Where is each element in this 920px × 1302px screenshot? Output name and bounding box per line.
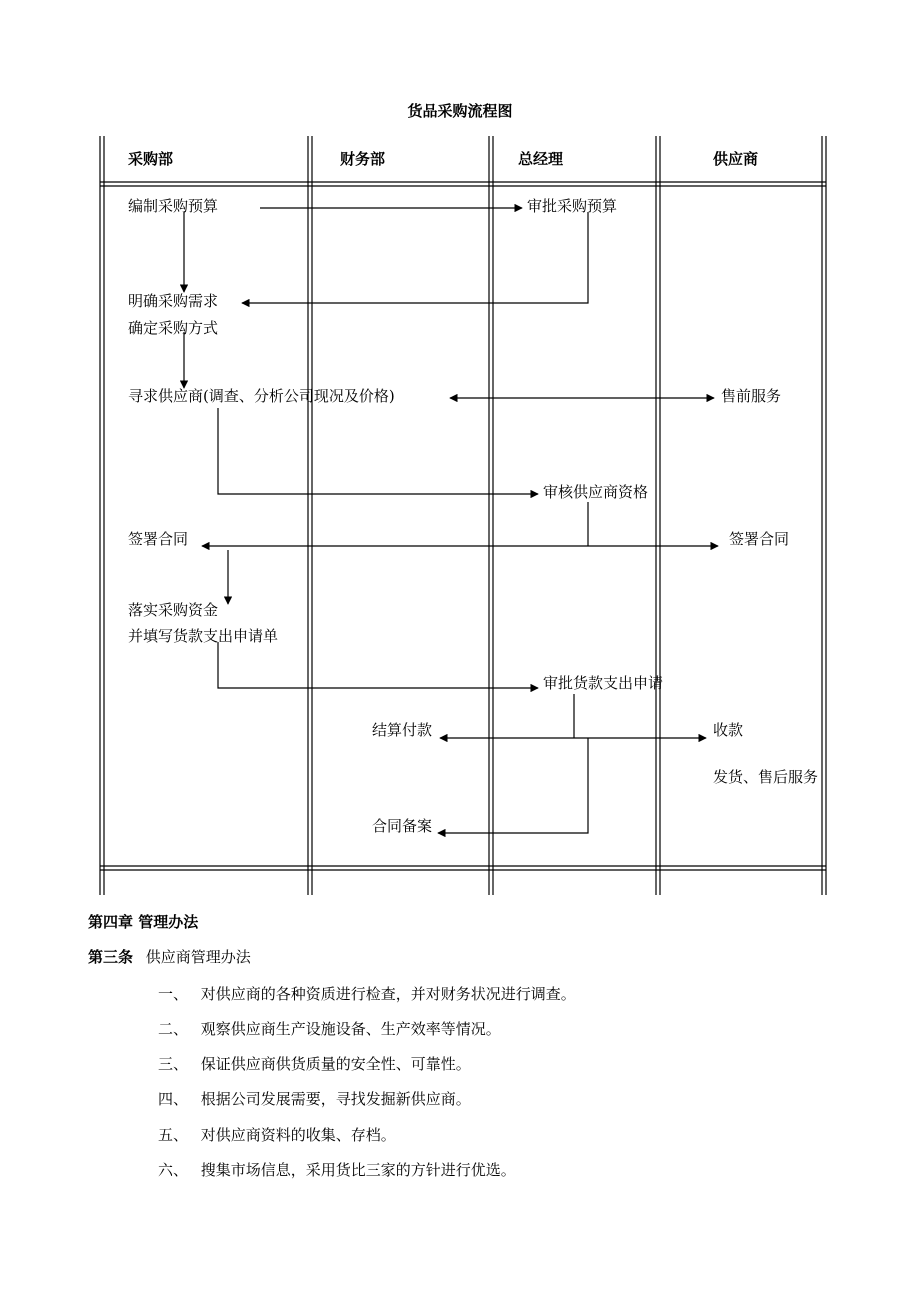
step-contract-filing: 合同备案	[372, 817, 433, 835]
article-label: 第三条	[88, 948, 134, 966]
flow-connectors	[184, 208, 718, 833]
list-item-text: 搜集市场信息，采用货比三家的方针进行优选。	[200, 1161, 516, 1179]
step-fund-line1: 落实采购资金	[128, 601, 219, 619]
list-item	[158, 983, 576, 1004]
step-sign-contract: 签署合同	[128, 530, 189, 548]
step-seek-supplier: 寻求供应商(调查、分析公司现况及价格)	[128, 387, 395, 405]
list-item-number: 四、	[158, 1090, 189, 1108]
step-fund-line2: 并填写货款支出申请单	[128, 627, 279, 645]
list-item	[158, 1088, 471, 1109]
list-item-number: 一、	[158, 985, 189, 1003]
list-item-number: 二、	[158, 1020, 189, 1038]
list-item-number: 三、	[158, 1055, 189, 1073]
list-item-number: 六、	[158, 1161, 189, 1179]
list-item	[158, 1053, 471, 1074]
list-item-text: 对供应商资料的收集、存档。	[200, 1126, 396, 1144]
arrow-seek-to-review	[218, 408, 538, 494]
list-item-text: 根据公司发展需要，寻找发掘新供应商。	[200, 1090, 471, 1108]
lane-header-finance: 财务部	[340, 150, 386, 168]
flowchart-title: 货品采购流程图	[407, 102, 513, 120]
article-heading	[88, 946, 251, 967]
list-item	[158, 1018, 501, 1039]
list-item	[158, 1159, 516, 1180]
step-settle-payment: 结算付款	[372, 721, 433, 739]
step-approve-budget: 审批采购预算	[527, 197, 618, 215]
arrow-to-filing	[438, 738, 588, 833]
step-supplier-sign-contract: 签署合同	[729, 530, 790, 548]
chapter-heading: 第四章 管理办法	[88, 913, 199, 931]
list-item-text: 观察供应商生产设施设备、生产效率等情况。	[200, 1020, 501, 1038]
step-review-supplier: 审核供应商资格	[543, 483, 649, 501]
lane-header-supplier: 供应商	[713, 150, 759, 168]
list-item-text: 保证供应商供货质量的安全性、可靠性。	[200, 1055, 471, 1073]
step-budget: 编制采购预算	[128, 197, 219, 215]
list-item	[158, 1124, 396, 1145]
article-text: 供应商管理办法	[145, 948, 251, 966]
step-aftersale-service: 发货、售后服务	[713, 768, 819, 786]
step-presale-service: 售前服务	[721, 387, 782, 405]
arrow-approve-to-need	[242, 212, 588, 303]
step-need-line2: 确定采购方式	[128, 319, 219, 337]
step-need-line1: 明确采购需求	[128, 292, 219, 310]
lane-header-purchasing: 采购部	[128, 150, 174, 168]
list-item-number: 五、	[158, 1126, 189, 1144]
step-approve-payment: 审批货款支出申请	[543, 674, 664, 692]
list-item-text: 对供应商的各种资质进行检查，并对财务状况进行调查。	[200, 985, 576, 1003]
lane-header-general-manager: 总经理	[518, 150, 564, 168]
step-receive-payment: 收款	[713, 721, 744, 739]
